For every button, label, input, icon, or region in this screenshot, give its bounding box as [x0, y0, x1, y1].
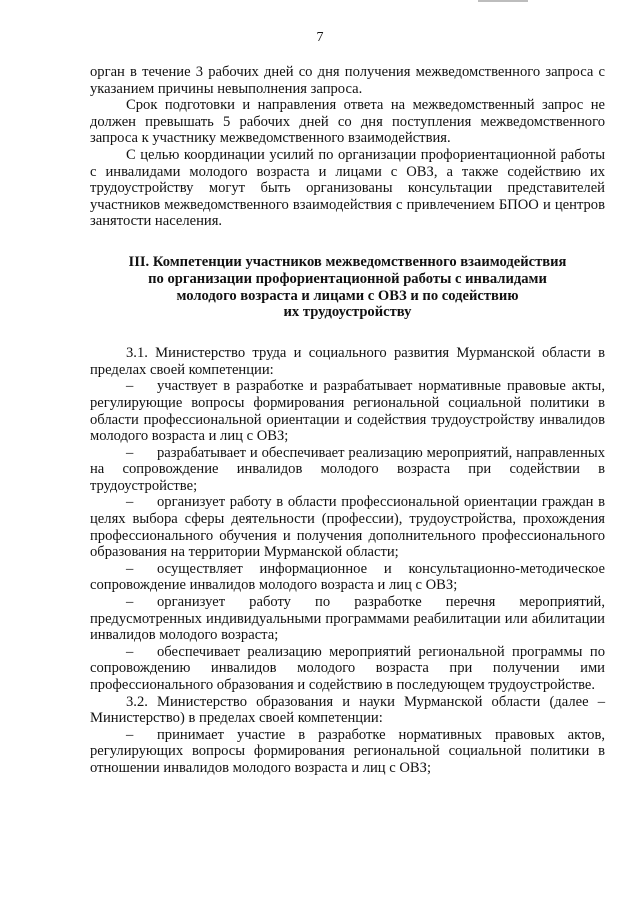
clause-3-2-intro: 3.2. Министерство образования и науки Мурманской области (далее – Министерство) в пределах своей компетенции:: [90, 693, 605, 727]
dash-mark: –: [126, 378, 134, 395]
list-item: [90, 644, 605, 694]
dash-mark: –: [126, 444, 134, 461]
list-item: [90, 445, 605, 495]
clause-3-1-intro: 3.1. Министерство труда и социального развития Мурманской области в пределах своей компетенции:: [90, 345, 605, 378]
dash-mark: –: [126, 494, 134, 511]
dash-mark: –: [126, 594, 134, 611]
list-item-text: разрабатывает и обеспечивает реализацию мероприятий, направленных на сопровождение инвалидов молодого возраста при содействии в трудоустройстве;: [90, 444, 605, 494]
list-item-text: организует работу по разработке перечня мероприятий, предусмотренных индивидуальными программами реабилитации или абилитации инвалидов молодого возраста;: [90, 594, 605, 644]
paragraph: С целью координации усилий по организации профориентационной работы с инвалидами молодого возраста и лицами с ОВЗ, а также содействию их трудоустройству могут быть организованы консультации представителей участников межведомственного взаимодействия с привлечением БПОО и центров занятости населения.: [90, 146, 605, 230]
dash-mark: –: [126, 643, 134, 660]
list-item: [90, 378, 605, 444]
list-item: [90, 561, 605, 594]
document-body: [90, 64, 605, 777]
list-item-text: обеспечивает реализацию мероприятий региональной программы по сопровождению инвалидов молодого возраста при получении ими профессионального образования и содействию в последующем трудоустройстве.: [90, 643, 605, 693]
paragraph: Срок подготовки и направления ответа на межведомственный запрос не должен превышать 5 рабочих дней со дня поступления межведомственного запроса к участнику межведомственного взаимодействия.: [90, 97, 605, 147]
list-item-text: осуществляет информационное и консультационно-методическое сопровождение инвалидов молодого возраста и лиц с ОВЗ;: [90, 560, 605, 594]
scan-edge-mark: [478, 0, 528, 2]
paragraph: орган в течение 3 рабочих дней со дня получения межведомственного запроса с указанием причины невыполнения запроса.: [90, 64, 605, 97]
heading-line: по организации профориентационной работы с инвалидами: [148, 270, 547, 287]
list-item: [90, 594, 605, 644]
page-number: 7: [316, 30, 324, 45]
list-item: [90, 727, 605, 777]
section-heading: [90, 254, 605, 321]
heading-line: их трудоустройству: [283, 304, 412, 321]
dash-mark: –: [126, 560, 134, 577]
list-item-text: принимает участие в разработке нормативных правовых актов, регулирующих вопросы формирования региональной социальной политики в отношении инвалидов молодого возраста и лиц с ОВЗ;: [90, 726, 605, 776]
list-item-text: участвует в разработке и разрабатывает нормативные правовые акты, регулирующие вопросы формирования региональной социальной политики в области профессиональной ориентации и содействия трудоустройству инвалидов молодого возраста и лиц с ОВЗ;: [90, 378, 605, 445]
dash-mark: –: [126, 726, 134, 743]
list-item: [90, 494, 605, 560]
list-item-text: организует работу в области профессиональной ориентации граждан в целях выбора сферы деятельности (профессии), трудоустройства, прохождения профессионального обучения и получения дополнительного профессионального образования на территории Мурманской области;: [90, 494, 605, 561]
heading-line: молодого возраста и лицами с ОВЗ и по содействию: [176, 287, 519, 304]
heading-line: III. Компетенции участников межведомственного взаимодействия: [128, 253, 567, 270]
